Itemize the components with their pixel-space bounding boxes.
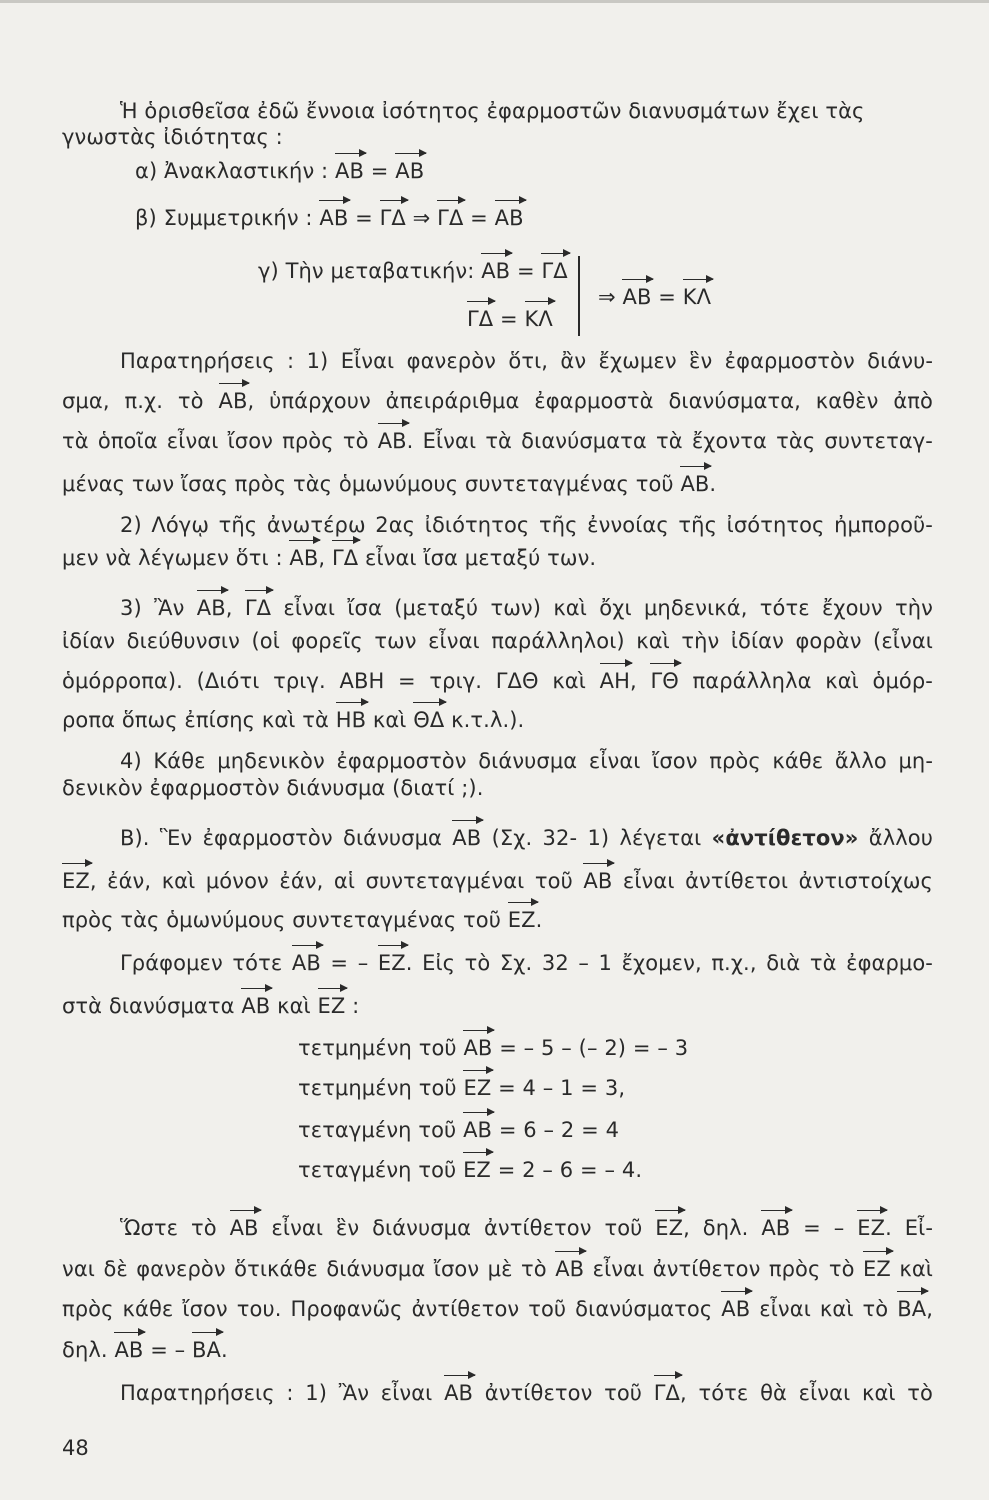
text-line-19: δενικὸν ἐφαρμοστὸν διάνυσμα (διατί ;). [62, 776, 484, 800]
page-number: 48 [62, 1436, 89, 1460]
vector: ΑΒ [463, 1118, 493, 1142]
vector: ΕΖ [62, 869, 90, 893]
vector: ΑΒ [196, 596, 226, 620]
vector: ΑΒ [229, 1216, 259, 1240]
text-line-30: ναι δὲ φανερὸν ὅτικάθε διάνυσμα ἴσον μὲ τὸ ΑΒ εἶναι ἀντίθετον πρὸς τὸ ΕΖ καὶ [62, 1257, 933, 1281]
text-line-24: στὰ διανύσματα ΑΒ καὶ ΕΖ : [62, 994, 360, 1018]
property-reflexive: α) Ἀνακλαστικήν : ΑΒ = ΑΒ [135, 159, 425, 183]
text-line-32: δηλ. ΑΒ = – ΒΑ. [62, 1338, 228, 1362]
vector: ΓΔ [379, 206, 406, 230]
vector: ΘΔ [413, 708, 445, 732]
vector: ΑΒ [335, 159, 364, 183]
text-line-16: ὁμόρροπα). (Διότι τριγ. ΑΒΗ = τριγ. ΓΔΘ καὶ ΑΗ, ΓΘ παράλληλα καὶ ὁμόρ- [62, 669, 933, 693]
vector: ΓΔ [437, 206, 464, 230]
vector: ΑΒ [555, 1257, 585, 1281]
vector: ΓΔ [541, 259, 568, 283]
vector: ΕΖ [857, 1216, 886, 1240]
text-line-17: ροπα ὅπως ἐπίσης καὶ τὰ ΗΒ καὶ ΘΔ κ.τ.λ.). [62, 708, 525, 732]
text-line-20: Β). Ἓν ἐφαρμοστὸν διάνυσμα ΑΒ (Σχ. 32- 1) λέγεται «ἀντίθετον» ἄλλου [120, 826, 933, 850]
text-line-14: 3) Ἂν ΑΒ, ΓΔ εἶναι ἴσα (μεταξύ των) καὶ ὄχι μηδενικά, τότε ἔχουν τὴν [120, 596, 933, 620]
bold-term: «ἀντίθετον» [711, 826, 859, 850]
text-line-18: 4) Κάθε μηδενικὸν ἐφαρμοστὸν διάνυσμα εἶναι ἴσον πρὸς κάθε ἄλλο μη- [120, 749, 933, 773]
vector: ΑΒ [114, 1338, 144, 1362]
vector: ΑΒ [481, 259, 511, 283]
property-transitive-1: γ) Τὴν μεταβατικήν: ΑΒ = ΓΔ [258, 259, 568, 283]
vector: ΑΒ [395, 159, 425, 183]
vector: ΑΒ [377, 429, 407, 453]
calc-line-4: τεταγμένη τοῦ ΕΖ = 2 – 6 = – 4. [298, 1158, 643, 1182]
vector: ΑΒ [680, 472, 710, 496]
vector: ΑΒ [319, 206, 349, 230]
text-line-22: πρὸς τὰς ὁμωνύμους συντεταγμένας τοῦ ΕΖ. [62, 908, 543, 932]
vector: ΓΔ [467, 307, 494, 331]
vector: ΑΒ [494, 206, 524, 230]
text-line-21: ΕΖ, ἐάν, καὶ μόνον ἐάν, αἱ συντεταγμέναι τοῦ ΑΒ εἶναι ἀντίθετοι ἀντιστοίχως [62, 869, 933, 893]
vector: ΗΒ [335, 708, 367, 732]
vector: ΕΖ [377, 951, 406, 975]
vector: ΑΒ [761, 1216, 791, 1240]
text-line-29: Ὥστε τὸ ΑΒ εἶναι ἓν διάνυσμα ἀντίθετον τοῦ ΕΖ, δηλ. ΑΒ = – ΕΖ. Εἶ- [120, 1216, 933, 1240]
text-line-1: Ἡ ὁρισθεῖσα ἐδῶ ἔννοια ἰσότητος ἐφαρμοστῶν διανυσμάτων ἔχει τὰς [120, 99, 865, 123]
vector: ΑΒ [218, 389, 248, 413]
vector: ΕΖ [463, 1158, 491, 1182]
text-line-10: τὰ ὁποῖα εἶναι ἴσον πρὸς τὸ ΑΒ. Εἶναι τὰ διανύσματα τὰ ἔχοντα τὰς συντεταγ- [62, 429, 933, 453]
text-line-12: 2) Λόγῳ τῆς ἀνωτέρω 2ας ἰδιότητος τῆς ἐννοίας τῆς ἰσότητος ἠμποροῦ- [120, 513, 933, 537]
vector: ΚΛ [682, 285, 712, 309]
vector: ΑΒ [289, 546, 319, 570]
vector: ΓΔ [653, 1381, 681, 1405]
grouping-bracket [578, 256, 580, 336]
text-line-33: Παρατηρήσεις : 1) Ἂν εἶναι ΑΒ ἀντίθετον τοῦ ΓΔ, τότε θὰ εἶναι καὶ τὸ [120, 1381, 933, 1405]
calc-line-2: τετμημένη τοῦ ΕΖ = 4 – 1 = 3, [298, 1076, 626, 1100]
calc-line-3: τεταγμένη τοῦ ΑΒ = 6 – 2 = 4 [298, 1118, 620, 1142]
property-transitive-2: ΓΔ = ΚΛ [467, 307, 553, 331]
text-line-9: σμα, π.χ. τὸ ΑΒ, ὑπάρχουν ἀπειράριθμα ἐφαρμοστὰ διανύσματα, καθὲν ἀπὸ [62, 389, 933, 413]
vector: ΑΗ [599, 669, 630, 693]
vector: ΕΖ [507, 908, 536, 932]
vector: ΑΒ [583, 869, 613, 893]
vector: ΑΒ [463, 1036, 493, 1060]
calc-line-1: τετμημένη τοῦ ΑΒ = – 5 – (– 2) = – 3 [298, 1036, 689, 1060]
vector: ΑΒ [721, 1297, 751, 1321]
text-line-15: ἰδίαν διεύθυνσιν (οἱ φορεῖς των εἶναι παράλληλοι) καὶ τὴν ἰδίαν φορὰν (εἶναι [62, 629, 933, 653]
text-line-13: μεν νὰ λέγωμεν ὅτι : ΑΒ, ΓΔ εἶναι ἴσα μεταξύ των. [62, 546, 597, 570]
vector: ΓΘ [650, 669, 679, 693]
text-line-8: Παρατηρήσεις : 1) Εἶναι φανερὸν ὅτι, ἂν ἔχωμεν ἓν ἐφαρμοστὸν διάνυ- [120, 349, 933, 373]
vector: ΑΒ [291, 951, 321, 975]
vector: ΕΖ [463, 1076, 492, 1100]
vector: ΓΔ [244, 596, 272, 620]
vector: ΑΒ [452, 826, 482, 850]
vector: ΒΑ [192, 1338, 222, 1362]
vector: ΕΖ [317, 994, 346, 1018]
text-line-23: Γράφομεν τότε ΑΒ = – ΕΖ. Εἰς τὸ Σχ. 32 – 1 ἔχομεν, π.χ., διὰ τὰ ἐφαρμο- [120, 951, 933, 975]
vector: ΒΑ [897, 1297, 927, 1321]
property-symmetric: β) Συμμετρικήν : ΑΒ = ΓΔ ⇒ ΓΔ = ΑΒ [135, 206, 524, 230]
text-line-11: μένας των ἴσας πρὸς τὰς ὁμωνύμους συντεταγμένας τοῦ ΑΒ. [62, 472, 717, 496]
vector: ΕΖ [655, 1216, 684, 1240]
vector: ΕΖ [863, 1257, 891, 1281]
vector: ΑΒ [444, 1381, 474, 1405]
vector: ΓΔ [331, 546, 359, 570]
vector: ΑΒ [241, 994, 271, 1018]
vector: ΚΛ [524, 307, 553, 331]
text-line-31: πρὸς κάθε ἴσον του. Προφανῶς ἀντίθετον τοῦ διανύσματος ΑΒ εἶναι καὶ τὸ ΒΑ, [62, 1297, 933, 1321]
vector: ΑΒ [622, 285, 652, 309]
property-transitive-result: ⇒ ΑΒ = ΚΛ [598, 285, 712, 309]
text-line-2: γνωστὰς ἰδιότητας : [62, 125, 283, 149]
